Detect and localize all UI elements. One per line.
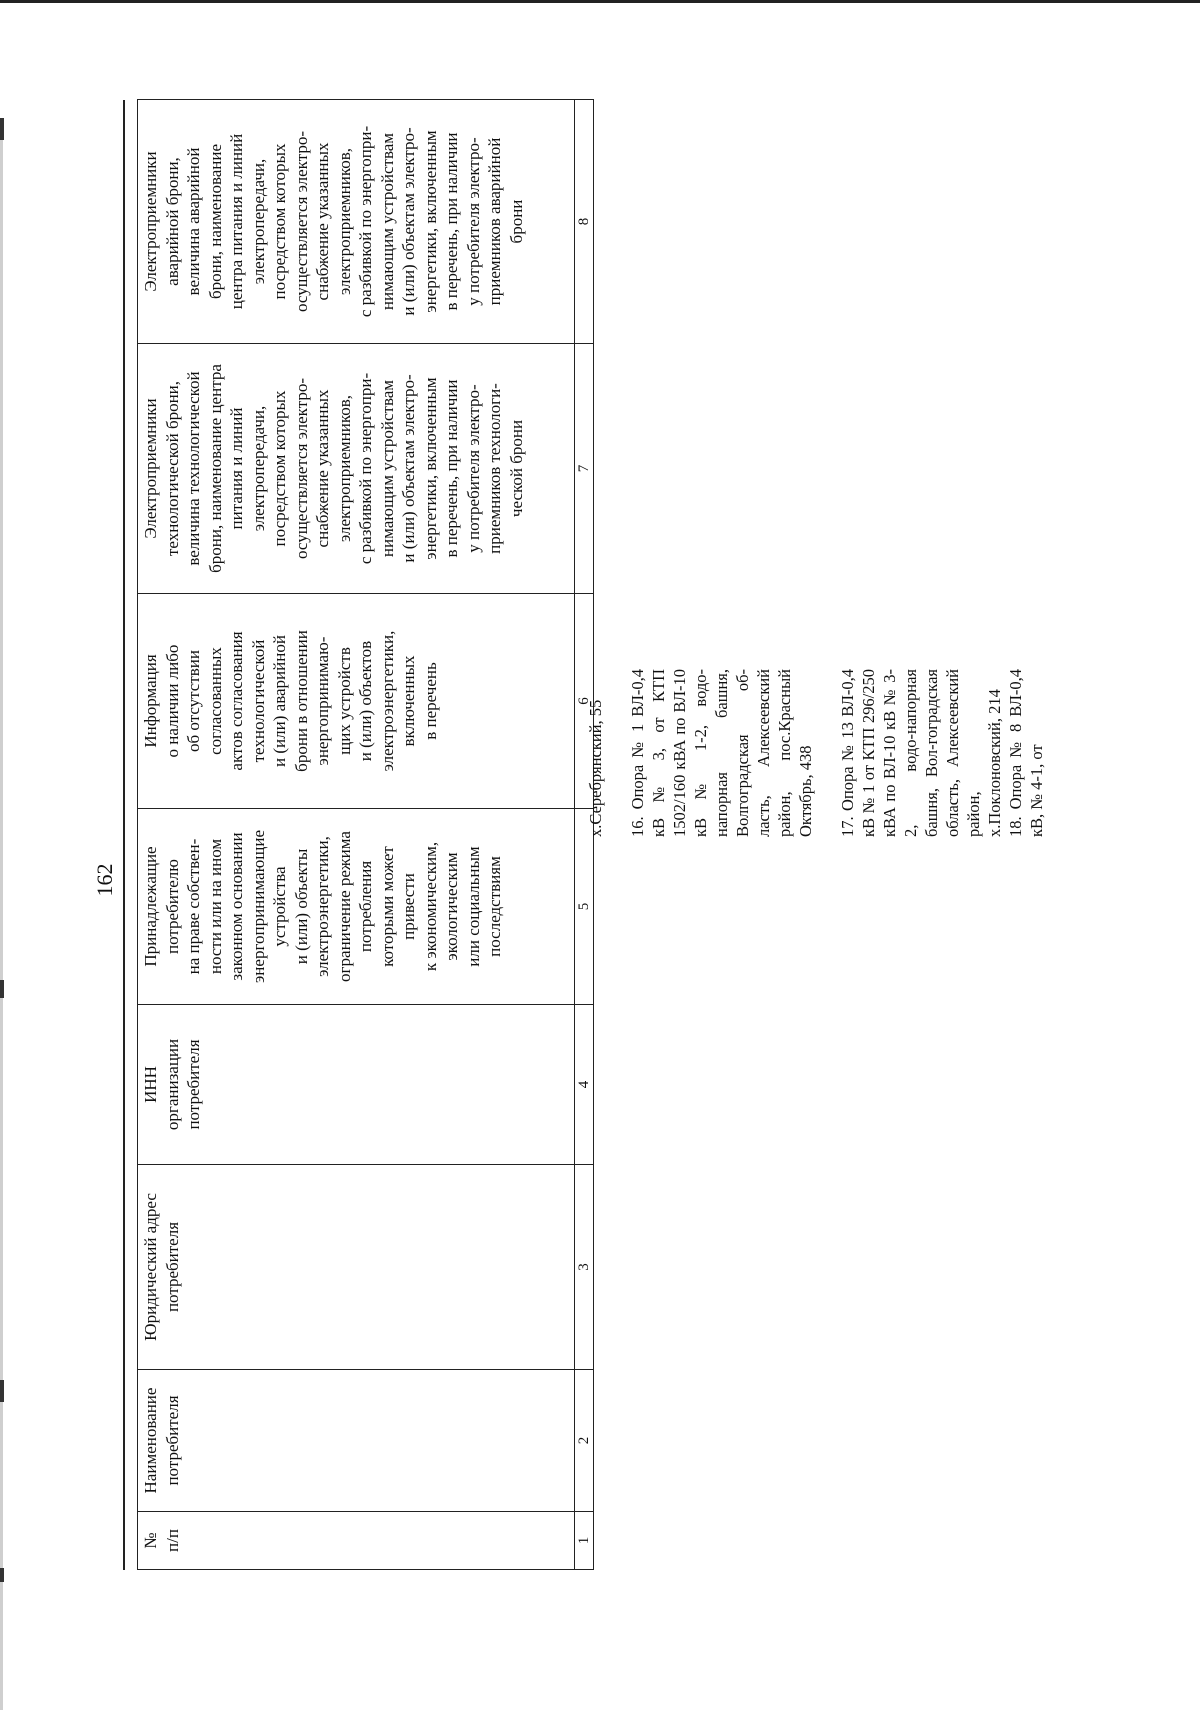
header-consumer-name [138,1370,575,1512]
rotated-document-page [37,80,1127,1680]
header-emergency-reserve-text: Электроприемники аварийной брони, величина аварийной брони, наименование центра питания и линий электропередачи, посредством которых осуществляется электро- снабжение указанных электроприемников, с разбивкой по энергопри- нимающим устройствам и (или) объектам электро- энергетики, включенным в перечень, при наличии у потребителя электро- приемников аварийной брони [141,125,526,318]
column-number: 2 [575,1370,594,1512]
header-devices [138,809,575,1005]
column-number: 3 [575,1165,594,1370]
column-number: 4 [575,1005,594,1165]
header-number [138,1512,575,1570]
column-number: 7 [575,344,594,594]
header-inn [138,1005,575,1165]
header-consumer-name-text: Наименование потребителя [141,1387,182,1494]
scan-left-edge [0,120,3,1710]
entry-17: 17. Опора № 13 ВЛ-0,4 кВ № 1 от КТП 296/250 кВА по ВЛ-10 кВ № 3-2, водо-напорная башня, Вол-гоградская область, Алексеевский район, х.Поклоновский, 214 [838,669,1004,837]
header-emergency-reserve [138,100,575,344]
consumer-table [137,99,594,1570]
scan-artifact-mark [0,980,4,998]
continuation-address: х.Серебрянский, 55 [586,699,605,837]
header-technological-reserve-text: Электроприемники технологической брони, величина технологической брони, наименование центра питания и линий электропередачи, посредством которых осуществляется электро- снабжение указанных электроприемников, с разбивкой по энергопри- нимающим устройствам и (или) объектам электро- энергетики, включенным в перечень, при наличии у потребителя электро- приемников технологи- ческой брони [141,364,526,573]
column5-entries [585,669,1047,837]
table-header-row [138,100,575,1570]
entry-18: 18. Опора № 8 ВЛ-0,4 кВ, № 4-1, от [1006,669,1046,837]
scan-artifact-mark [0,1380,4,1402]
column-number: 8 [575,100,594,344]
scan-artifact-mark [0,1568,4,1582]
header-legal-address [138,1165,575,1370]
scan-top-edge [0,0,1200,3]
spacer [816,669,837,837]
page-number: 162 [92,863,117,897]
entry-16: 16. Опора № 1 ВЛ-0,4 кВ № 3, от КТП 1502/160 кВА по ВЛ-10 кВ № 1-2, водо-напорная башня, Волгоградская об-ласть, Алексеевский район, пос.Красный Октябрь, 438 [628,669,815,837]
header-number-text: № п/п [141,1529,182,1552]
table-top-rule [123,100,125,1570]
column-number: 5 [575,809,594,1005]
header-agreements [138,594,575,809]
header-devices-text: Принадлежащие потребителю на праве собствен- ности или на ином законном основании энергопринимающие устройства и (или) объекты электроэнергетики, ограничение режима потребления которыми может привести к экономическим, экологическим или социальным последствиям [141,830,504,983]
column-number: 6 [575,594,594,809]
header-inn-text: ИНН организации потребителя [141,1038,203,1131]
header-agreements-text: Информация о наличии либо об отсутствии согласованных актов согласования технологической и (или) аварийной брони в отношении энергопринимаю- щих устройств и (или) объектов электроэнергетики, включенных в перечень [141,630,440,772]
header-legal-address-text: Юридический адрес потребителя [141,1193,182,1341]
column-number: 1 [575,1512,594,1570]
spacer [606,669,627,837]
scan-artifact-mark [0,118,4,140]
header-technological-reserve [138,344,575,594]
